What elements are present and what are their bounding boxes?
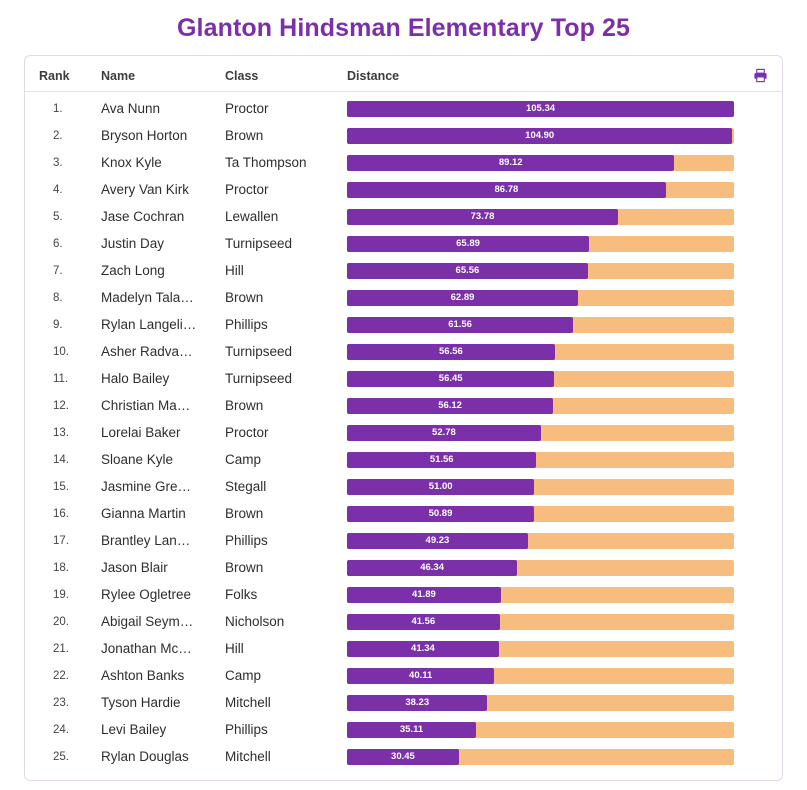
row-class: Phillips	[225, 317, 268, 332]
column-header-rank: Rank	[39, 68, 70, 83]
bar-value-label: 62.89	[450, 291, 475, 303]
bar-value-label: 61.56	[448, 318, 472, 330]
row-class: Brown	[225, 398, 264, 413]
row-rank: 25.	[53, 750, 69, 763]
row-rank: 15.	[53, 480, 69, 493]
table-row	[39, 365, 768, 392]
row-distance-bar	[347, 371, 734, 387]
row-class: Brown	[225, 290, 264, 305]
printer-icon[interactable]	[734, 68, 768, 83]
table-row	[39, 95, 768, 122]
table-row	[39, 689, 768, 716]
row-rank: 21.	[53, 642, 69, 655]
row-class: Hill	[225, 263, 244, 278]
bar-value-label: 86.78	[494, 183, 519, 195]
row-name: Sloane Kyle	[101, 452, 174, 467]
row-class: Turnipseed	[225, 344, 293, 359]
row-distance-bar	[347, 695, 734, 711]
row-name: Zach Long	[101, 263, 165, 278]
bar-value-label: 105.34	[525, 102, 556, 114]
row-distance-bar	[347, 425, 734, 441]
bar-value-label: 41.56	[411, 615, 436, 627]
row-rank: 6.	[53, 237, 63, 250]
row-rank: 22.	[53, 669, 69, 682]
bar-value-label: 73.78	[470, 210, 495, 222]
column-header-name: Name	[101, 68, 136, 83]
row-distance-bar	[347, 641, 734, 657]
table-row	[39, 284, 768, 311]
row-class: Ta Thompson	[225, 155, 307, 170]
bar-value-label: 40.11	[409, 669, 433, 681]
row-distance-bar	[347, 533, 734, 549]
row-class: Phillips	[225, 722, 268, 737]
row-name: Tyson Hardie	[101, 695, 181, 710]
row-rank: 16.	[53, 507, 69, 520]
row-rank: 14.	[53, 453, 69, 466]
bar-value-label: 56.12	[438, 399, 462, 411]
table-row	[39, 122, 768, 149]
row-name: Avery Van Kirk	[101, 182, 190, 197]
row-class: Nicholson	[225, 614, 285, 629]
table-row	[39, 662, 768, 689]
table-row	[39, 149, 768, 176]
bar-value-label: 56.56	[439, 345, 463, 357]
row-distance-bar	[347, 749, 734, 765]
bar-value-label: 49.23	[425, 534, 450, 546]
bar-value-label: 30.45	[391, 750, 415, 762]
row-rank: 18.	[53, 561, 69, 574]
table-row	[39, 716, 768, 743]
row-rank: 20.	[53, 615, 69, 628]
row-name: Gianna Martin	[101, 506, 186, 521]
table-row	[39, 527, 768, 554]
row-distance-bar	[347, 668, 734, 684]
row-rank: 23.	[53, 696, 69, 709]
row-rank: 9.	[53, 318, 63, 331]
table-row	[39, 608, 768, 635]
leaderboard-card	[24, 55, 783, 781]
row-class: Proctor	[225, 101, 269, 116]
row-class: Turnipseed	[225, 236, 293, 251]
row-distance-bar	[347, 182, 734, 198]
table-row	[39, 500, 768, 527]
table-row	[39, 311, 768, 338]
bar-value-label: 65.56	[455, 264, 480, 276]
row-rank: 2.	[53, 129, 63, 142]
row-class: Hill	[225, 641, 244, 656]
row-distance-bar	[347, 155, 734, 171]
row-distance-bar	[347, 101, 734, 117]
row-name: Ashton Banks	[101, 668, 185, 683]
row-name: Rylan Langeli…	[101, 317, 197, 332]
row-name: Jason Blair	[101, 560, 168, 575]
table-row	[39, 230, 768, 257]
row-distance-bar	[347, 398, 734, 414]
table-row	[39, 446, 768, 473]
leaderboard-rows	[25, 92, 782, 780]
table-row	[39, 473, 768, 500]
row-name: Rylan Douglas	[101, 749, 189, 764]
row-distance-bar	[347, 344, 734, 360]
row-distance-bar	[347, 209, 734, 225]
row-name: Jasmine Gre…	[101, 479, 192, 494]
row-rank: 10.	[53, 345, 69, 358]
row-rank: 17.	[53, 534, 69, 547]
row-distance-bar	[347, 128, 734, 144]
row-class: Brown	[225, 506, 264, 521]
table-row	[39, 176, 768, 203]
table-row	[39, 554, 768, 581]
table-row	[39, 257, 768, 284]
bar-value-label: 89.12	[498, 156, 523, 168]
row-class: Proctor	[225, 182, 269, 197]
row-class: Folks	[225, 587, 258, 602]
row-class: Camp	[225, 668, 262, 683]
row-name: Asher Radva…	[101, 344, 193, 359]
row-name: Madelyn Tala…	[101, 290, 194, 305]
row-distance-bar	[347, 587, 734, 603]
row-rank: 4.	[53, 183, 63, 196]
row-name: Knox Kyle	[101, 155, 162, 170]
row-distance-bar	[347, 560, 734, 576]
table-row	[39, 635, 768, 662]
column-header-class: Class	[225, 68, 259, 83]
row-name: Ava Nunn	[101, 101, 161, 116]
row-class: Brown	[225, 128, 264, 143]
bar-value-label: 104.90	[525, 129, 555, 141]
column-header-distance: Distance	[347, 68, 400, 83]
bar-value-label: 35.11	[399, 723, 424, 735]
row-name: Halo Bailey	[101, 371, 170, 386]
row-rank: 8.	[53, 291, 63, 304]
table-row	[39, 419, 768, 446]
table-row	[39, 203, 768, 230]
bar-value-label: 46.34	[420, 561, 444, 573]
bar-value-label: 41.89	[412, 588, 436, 600]
table-row	[39, 392, 768, 419]
table-row	[39, 338, 768, 365]
row-rank: 19.	[53, 588, 69, 601]
row-name: Jonathan Mc…	[101, 641, 192, 656]
table-row	[39, 743, 768, 770]
bar-value-label: 50.89	[428, 507, 453, 519]
bar-value-label: 56.45	[438, 372, 463, 384]
row-name: Christian Ma…	[101, 398, 191, 413]
row-name: Justin Day	[101, 236, 165, 251]
page-title: Glanton Hindsman Elementary Top 25	[176, 14, 631, 42]
row-class: Mitchell	[225, 695, 271, 710]
row-class: Mitchell	[225, 749, 271, 764]
table-header-row	[25, 56, 782, 92]
row-name: Rylee Ogletree	[101, 587, 192, 602]
row-name: Abigail Seym…	[101, 614, 194, 629]
row-rank: 3.	[53, 156, 63, 169]
row-name: Lorelai Baker	[101, 425, 181, 440]
row-name: Brantley Lan…	[101, 533, 191, 548]
row-class: Brown	[225, 560, 264, 575]
bar-value-label: 51.56	[429, 453, 454, 465]
row-rank: 5.	[53, 210, 63, 223]
row-class: Proctor	[225, 425, 269, 440]
row-distance-bar	[347, 614, 734, 630]
row-distance-bar	[347, 506, 734, 522]
row-name: Levi Bailey	[101, 722, 167, 737]
bar-value-label: 38.23	[405, 696, 430, 708]
row-distance-bar	[347, 290, 734, 306]
row-rank: 13.	[53, 426, 69, 439]
row-distance-bar	[347, 722, 734, 738]
row-class: Stegall	[225, 479, 267, 494]
row-distance-bar	[347, 479, 734, 495]
row-distance-bar	[347, 263, 734, 279]
row-rank: 1.	[53, 102, 63, 115]
table-row	[39, 581, 768, 608]
bar-value-label: 52.78	[432, 426, 456, 438]
row-name: Bryson Horton	[101, 128, 188, 143]
bar-value-label: 65.89	[456, 237, 480, 249]
row-rank: 24.	[53, 723, 69, 736]
row-class: Phillips	[225, 533, 268, 548]
row-class: Camp	[225, 452, 262, 467]
row-rank: 12.	[53, 399, 69, 412]
row-name: Jase Cochran	[101, 209, 185, 224]
bar-value-label: 51.00	[428, 480, 453, 492]
row-distance-bar	[347, 452, 734, 468]
row-rank: 11.	[53, 372, 69, 385]
row-class: Lewallen	[225, 209, 279, 224]
row-rank: 7.	[53, 264, 63, 277]
row-distance-bar	[347, 317, 734, 333]
row-class: Turnipseed	[225, 371, 293, 386]
bar-value-label: 41.34	[411, 642, 435, 654]
row-distance-bar	[347, 236, 734, 252]
